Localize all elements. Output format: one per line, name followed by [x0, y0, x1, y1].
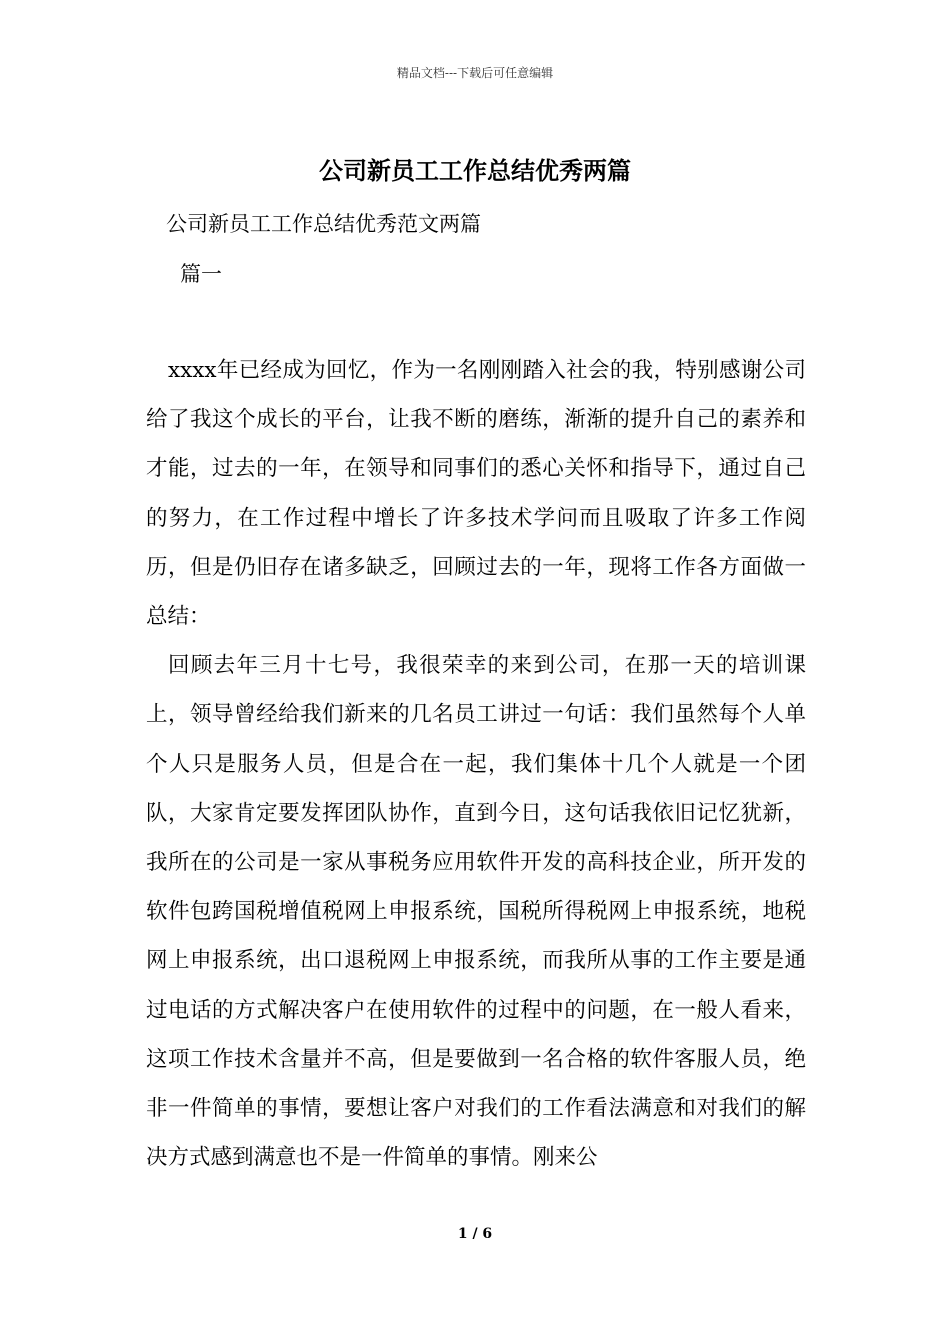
body-paragraph: xxxx年已经成为回忆，作为一名刚刚踏入社会的我，特别感谢公司给了我这个成长的平台，让我不断的磨练，渐渐的提升自己的素养和才能，过去的一年，在领导和同事们的悉心关怀和指导下，通过自己的努力，在工作过程中增长了许多技术学问而且吸取了许多工作阅历，但是仍旧存在诸多缺乏，回顾过去的一年，现将工作各方面做一总结： — [146, 358, 806, 630]
document-subtitle: 公司新员工工作总结优秀范文两篇 — [166, 212, 481, 236]
page-header-note: 精品文档---下载后可任意编辑 — [396, 66, 554, 80]
body-paragraph: 回顾去年三月十七号，我很荣幸的来到公司，在那一天的培训课上，领导曾经给我们新来的几名员工讲过一句话：我们虽然每个人单个人只是服务人员，但是合在一起，我们集体十几个人就是一个团队，大家肯定要发挥团队协作，直到今日，这句话我依旧记忆犹新，我所在的公司是一家从事税务应用软件开发的高科技企业，所开发的软件包跨国税增值税网上申报系统，国税所得税网上申报系统，地税网上申报系统，出口退税网上申报系统，而我所从事的工作主要是通过电话的方式解决客户在使用软件的过程中的问题，在一般人看来，这项工作技术含量并不高，但是要做到一名合格的软件客服人员，绝非一件简单的事情，要想让客户对我们的工作看法满意和对我们的解决方式感到满意也不是一件简单的事情。刚来公 — [146, 653, 806, 1171]
page-number: 1 / 6 — [457, 1226, 493, 1242]
document-body — [146, 346, 806, 1182]
section-label: 篇一 — [180, 262, 222, 286]
document-title: 公司新员工工作总结优秀两篇 — [319, 156, 631, 185]
